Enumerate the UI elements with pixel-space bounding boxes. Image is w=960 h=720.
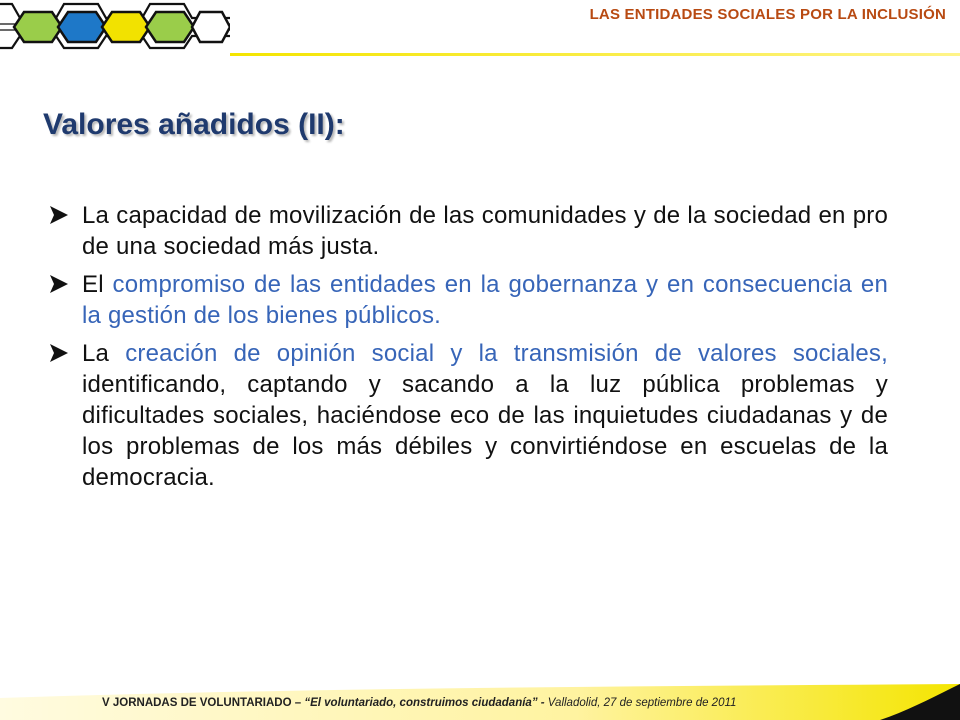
bullet-text: El: [82, 271, 113, 298]
bullet-list: [48, 200, 888, 500]
bullet-text: La capacidad de movilización de las comunidades y de la sociedad en pro de una sociedad más justa.: [82, 202, 888, 260]
header-title: LAS ENTIDADES SOCIALES POR LA INCLUSIÓN: [589, 6, 946, 23]
footer-event: V JORNADAS DE VOLUNTARIADO –: [102, 697, 302, 709]
bullet-item: [48, 200, 888, 262]
footer-place-date: Valladolid, 27 de septiembre de 2011: [544, 697, 737, 709]
slide-title: Valores añadidos (II):: [43, 108, 345, 141]
bullet-item: [48, 338, 888, 493]
bullet-item: [48, 269, 888, 331]
footer-motto: “El voluntariado, construimos ciudadanía” -: [301, 697, 545, 709]
footer: [0, 684, 960, 720]
arrow-bullet-icon: [48, 273, 70, 295]
arrow-bullet-icon: [48, 204, 70, 226]
bullet-highlight: compromiso de las entidades en la gobernanza y en consecuencia en la gestión de los bienes públicos.: [82, 271, 888, 329]
arrow-bullet-icon: [48, 342, 70, 364]
hexagon-chain-logo: [0, 0, 230, 56]
header-divider: [230, 53, 960, 56]
logo: [0, 0, 230, 61]
bullet-text: identificando, captando y sacando a la luz pública problemas y dificultades sociales, haciéndose eco de las inquietudes ciudadanas y de los problemas de los más débiles y convirtiéndose en escuelas de la democracia.: [82, 371, 888, 491]
bullet-highlight: creación de opinión social y la transmisión de valores sociales,: [125, 340, 888, 367]
footer-caption: [102, 697, 736, 709]
bullet-text: La: [82, 340, 126, 367]
